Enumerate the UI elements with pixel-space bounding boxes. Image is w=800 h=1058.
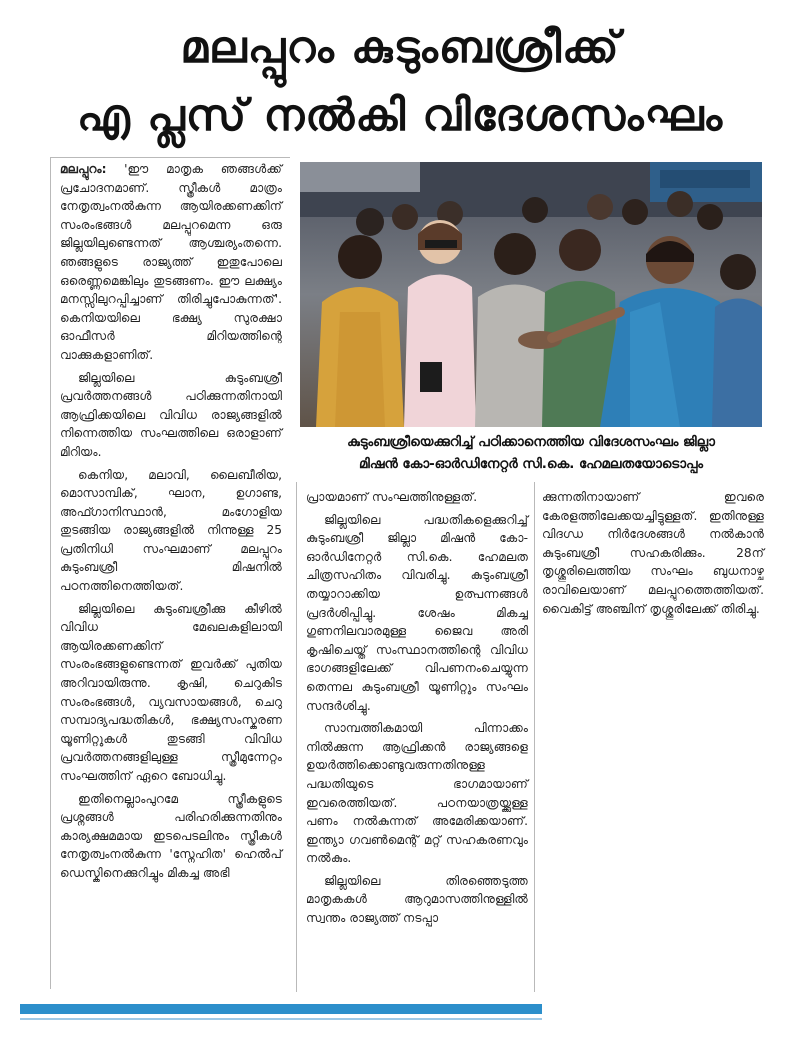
paragraph: കെനിയ, മലാവി, ലൈബീരിയ, മൊസാമ്പിക്, ഘാന, ഉഗാണ്ട, അഫ്ഗാനിസ്ഥാൻ, മംഗോളിയ തുടങ്ങിയ രാജ്യങ്ങളിൽ നിന്നുള്ള 25 പ്രതിനിധി സംഘമാണ് മലപ്പുറം കുടുംബശ്രീ മിഷനിൽ പഠനത്തിനെത്തിയത്. [60, 467, 282, 594]
column-frame-top [50, 157, 290, 158]
headline [40, 14, 760, 150]
paragraph: ജില്ലയിലെ പദ്ധതികളെക്കുറിച്ച് കുടുംബശ്രീ ജില്ലാ മിഷൻ കോ-ഓർഡിനേറ്റർ സി.കെ. ഹേമലത ചിത്രസഹിതം വിവരിച്ചു. കുടുംബശ്രീ തയ്യാറാക്കിയ ഉത്പന്നങ്ങൾ പ്രദർശിപ്പിച്ചു. ശേഷം മികച്ച ഗുണനിലവാരമുള്ള ജൈവ അരി കൃഷിചെയ്ത് സംസ്ഥാനത്തിന്റെ വിവിധ ഭാഗങ്ങളിലേക്ക് വിപണനംചെയ്യുന്ന തെന്നല കുടുംബശ്രീ യൂണിറ്റും സംഘം സന്ദർശിച്ചു. [306, 512, 528, 713]
paragraph: ജില്ലയിലെ കുടുംബശ്രീക്കു കീഴിൽ വിവിധ മേഖലകളിലായി ആയിരക്കണക്കിന് സംരംഭങ്ങളുണ്ടെന്നത് ഇവർക്ക് പുതിയ അറിവായിരുന്നു. കൃഷി, ചെറുകിട സംരംഭങ്ങൾ, വ്യവസായങ്ങൾ, ചെറു സമ്പാദ്യപദ്ധതികൾ, ഭക്ഷ്യസംസ്കരണ യൂണിറ്റുകൾ തുടങ്ങി വിവിധ പ്രവർത്തനങ്ങളിലുള്ള സ്ത്രീമുന്നേറ്റം സംഘത്തിന് ഏറെ ബോധിച്ചു. [60, 601, 282, 783]
paragraph: ജില്ലയിലെ കുടുംബശ്രീ പ്രവർത്തനങ്ങൾ പഠിക്കുന്നതിനായി ആഫ്രിക്കയിലെ വിവിധ രാജ്യങ്ങളിൽ നിന്നെത്തിയ സംഘത്തിലെ ഒരാളാണ് മിറിയം. [60, 370, 282, 459]
article-column-2 [306, 488, 528, 932]
paragraph: ക്കുന്നതിനായാണ് ഇവരെ കേരളത്തിലേക്കയച്ചിട്ടുള്ളത്. ഇതിനുള്ള വിദഗ്ധ നിർദേശങ്ങൾ നൽകാൻ കുടുംബശ്രീ സഹകരിക്കും. 28ന് തൃശ്ശൂരിലെത്തിയ സംഘം ബുധനാഴ്ച രാവിലെയാണ് മലപ്പുറത്തെത്തിയത്. വൈകിട്ട് അഞ്ചിന് തൃശ്ശൂരിലേക്ക് തിരിച്ചു. [542, 490, 764, 616]
accent-line [20, 1018, 542, 1020]
column-frame-left [50, 157, 51, 989]
dateline: മലപ്പുറം: [60, 162, 107, 176]
headline-line-1: മലപ്പുറം കുടുംബശ്രീക്ക് [180, 22, 620, 73]
headline-line-2: എ പ്ലസ് നൽകി വിദേശസംഘം [76, 90, 724, 141]
article-column-1 [60, 160, 282, 887]
accent-bar [20, 1004, 542, 1014]
paragraph: പ്രായമാണ് സംഘത്തിനുള്ളത്. [306, 490, 478, 504]
column-frame-mid [296, 482, 297, 992]
paragraph: സാമ്പത്തികമായി പിന്നാക്കം നിൽക്കുന്ന ആഫ്രിക്കൻ രാജ്യങ്ങളെ ഉയർത്തിക്കൊണ്ടുവരുന്നതിനുള്ള പദ്ധതിയുടെ ഭാഗമായാണ് ഇവരെത്തിയത്. പഠനയാത്രയ്ക്കുള്ള പണം നൽകുന്നത് അമേരിക്കയാണ്. ഇന്ത്യാ ഗവൺമെന്റ് മറ്റ് സഹകരണവും നൽകും. [306, 721, 528, 866]
caption-line-2: മിഷൻ കോ-ഓർഡിനേറ്റർ സി.കെ. ഹേമലതയോടൊപ്പം [358, 457, 704, 472]
photo-caption [306, 432, 756, 476]
news-photo [300, 162, 762, 427]
paragraph: ജില്ലയിലെ തിരഞ്ഞെടുത്ത മാതൃകകൾ ആറുമാസത്തിനുള്ളിൽ സ്വന്തം രാജ്യത്ത് നടപ്പാ [306, 873, 528, 926]
caption-line-1: കുടുംബശ്രീയെക്കുറിച്ച് പഠിക്കാനെത്തിയ വിദേശസംഘം ജില്ലാ [347, 435, 715, 450]
paragraph: മലപ്പുറം: 'ഈ മാതൃക ഞങ്ങൾക്ക് പ്രചോദനമാണ്. സ്ത്രീകൾ മാത്രം നേതൃത്വംനൽകുന്ന ആയിരക്കണക്കിന് സംരംഭങ്ങൾ മലപ്പുറമെന്ന ഒരു ജില്ലയിലുണ്ടെന്നത് ആശ്ചര്യംതന്നെ. ഞങ്ങളുടെ രാജ്യത്ത് ഇതുപോലെ ഒരെണ്ണമെങ്കിലും തുടങ്ങണം. ഈ ലക്ഷ്യം മനസ്സിലുറപ്പിച്ചാണ് തിരിച്ചുപോകുന്നത്'. കെനിയയിലെ ഭക്ഷ്യ സുരക്ഷാ ഓഫീസർ മിറിയത്തിന്റെ വാക്കുകളാണിത്. [60, 162, 282, 362]
column-frame-divider [534, 482, 535, 992]
article-column-3 [542, 488, 764, 622]
paragraph: ഇതിനെല്ലാംപുറമേ സ്ത്രീകളുടെ പ്രശ്നങ്ങൾ പരിഹരിക്കുന്നതിനും കാര്യക്ഷമമായ ഇടപെടലിനും സ്ത്രീകൾ നേതൃത്വംനൽകുന്ന 'സ്നേഹിത' ഹെൽപ് ഡെസ്കിനെക്കുറിച്ചും മികച്ച അഭി [60, 791, 282, 880]
